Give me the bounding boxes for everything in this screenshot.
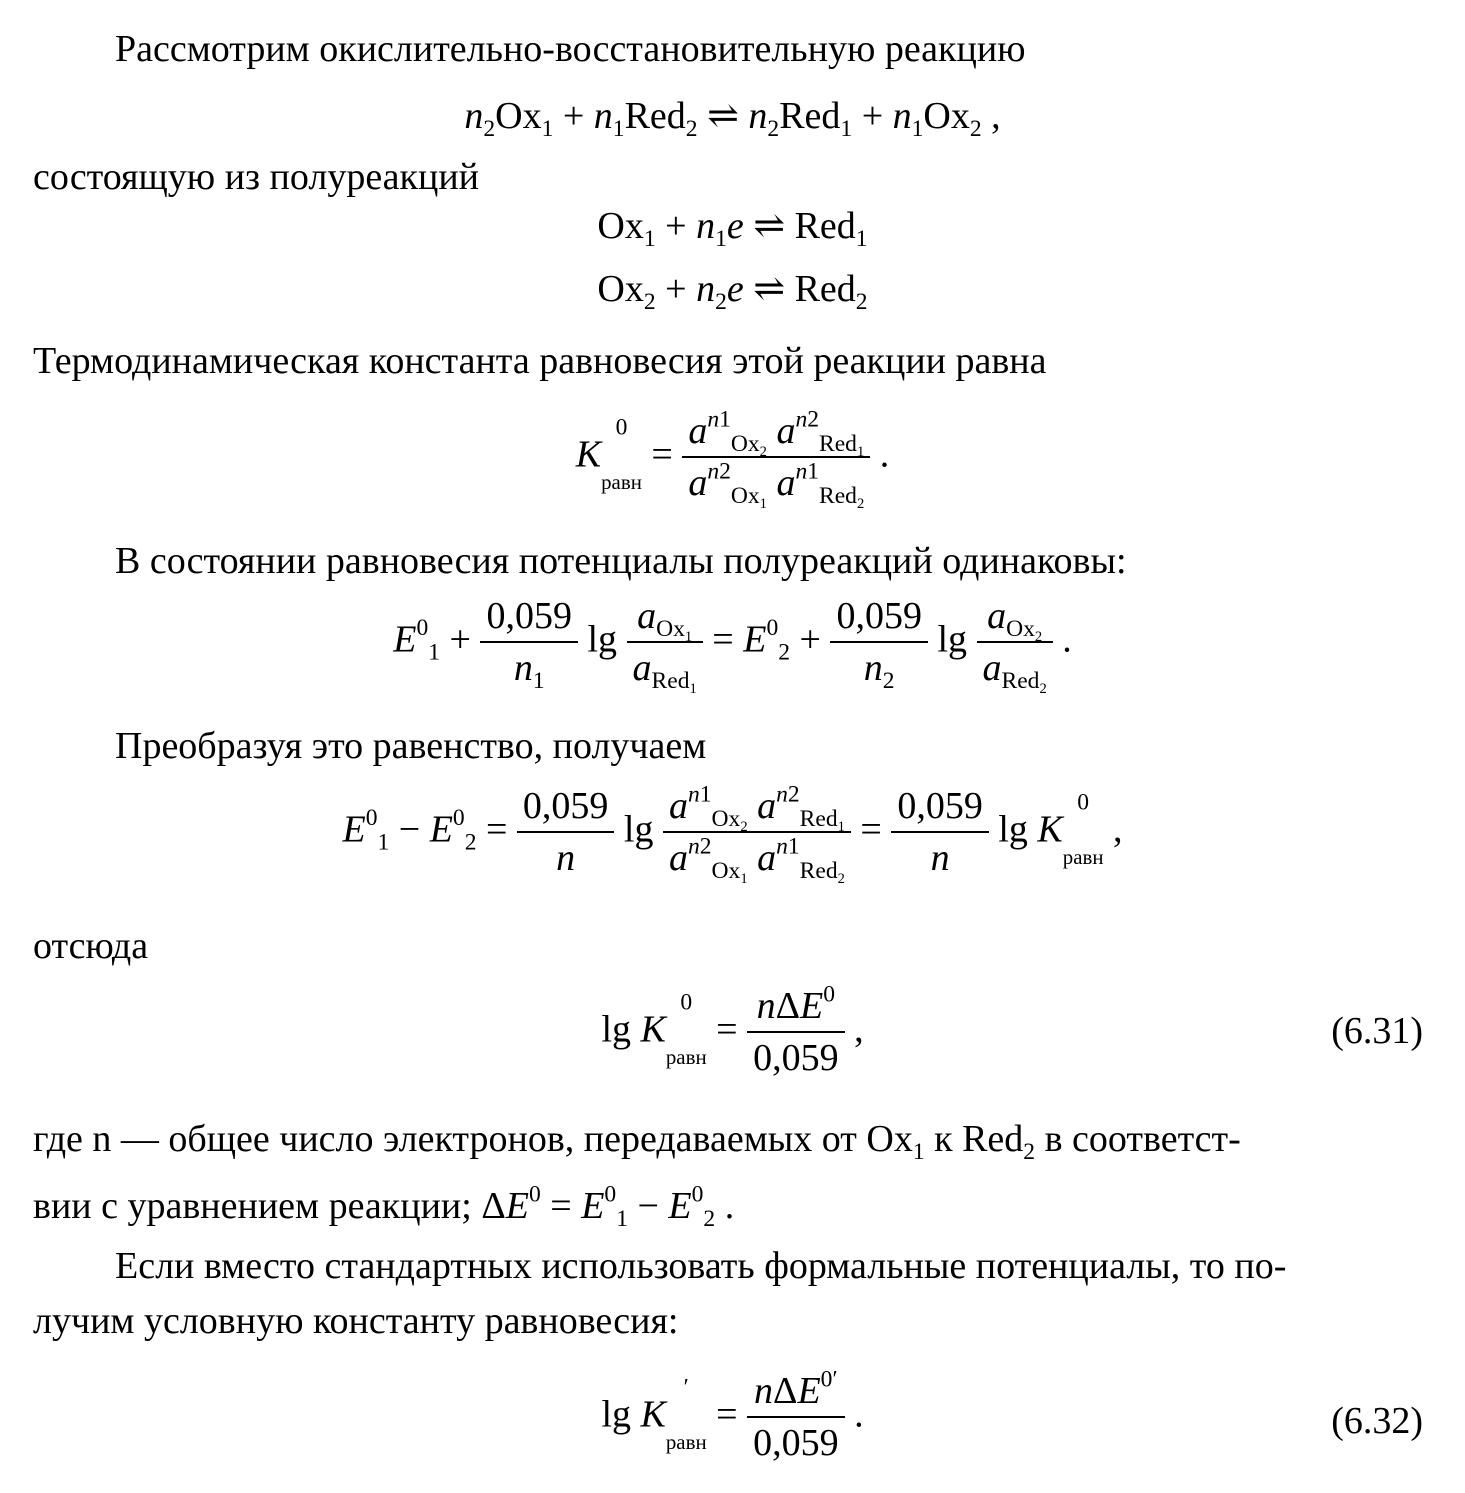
equation-overall-reaction: $n_2Ox_1 + n_1Red_2$ ⇌ $n_2Red_1 + n_1Ox_2$ , [464,95,1001,143]
equation-transformed: $E^0_1 - E^0_2$ = $\frac{0,059}{n}$ lg $\frac{a^{n1}_{Ox_2} a^{n2}_{Red_1}}{a^{n2}_{Ox_1} a^{n1}_{Red_2}}$ = $\frac{0,059}{n}$ $\lg K^0$ равн , [342,781,1123,888]
equation-6-31: $\lg K^0$ равн = $\frac{n\Delta E^0}{0,059}$ , [601,981,864,1079]
equation-number-6-32: (6.32) [1331,1400,1423,1442]
paragraph-half-reactions: состоящую из полуреакций [33,156,479,198]
paragraph-conditional-constant: лучим условную константу равновесия: [33,1300,679,1342]
paragraph-where-n: где n — общее число электронов, передаваемых от $Ox_1$ к Red$_2$ в соответст- [33,1118,1241,1166]
equation-half-reaction-1: $Ox_1 + n_1e$ ⇌ Red$_1$ [597,205,868,253]
paragraph-formal-potentials: Если вместо стандартных использовать формальные потенциалы, то по- [115,1245,1287,1287]
paragraph-hence: отсюда [33,925,149,967]
equation-6-32: lg K′ равн = $\frac{n\Delta E^{0'}}{0,059}$ . [601,1366,864,1464]
paragraph-equilibrium: В состоянии равновесия потенциалы полуреакций одинаковы: [115,540,1127,582]
paragraph-intro: Рассмотрим окислительно-восстановительную реакцию [115,28,1026,70]
equation-k-ravn: $K^0$ равн = $\frac{a^{n1}_{Ox_2} a^{n2}_{Red_1}}{a^{n2}_{Ox_1} a^{n1}_{Red_2}}$ . [575,406,890,513]
paragraph-reaction-eq: вии с уравнением реакции; $\Delta E^0 = E^0_1 - E^0_2$ . [33,1181,735,1233]
equation-number-6-31: (6.31) [1331,1010,1423,1052]
paragraph-transform: Преобразуя это равенство, получаем [115,725,707,767]
equation-equal-potentials: $E^0_1$ + $\frac{0,059}{n_1}$ lg $\frac{a_{Ox_1}}{a_{Red_1}}$ = $E^0_2$ + $\frac{0,059}{n_2}$ lg $\frac{a_{Ox_2}}{a_{Red_2}}$ . [393,595,1072,698]
equation-half-reaction-2: $Ox_2 + n_2e$ ⇌ Red$_2$ [597,268,868,316]
paragraph-thermo-constant: Термодинамическая константа равновесия этой реакции равна [33,340,1047,382]
